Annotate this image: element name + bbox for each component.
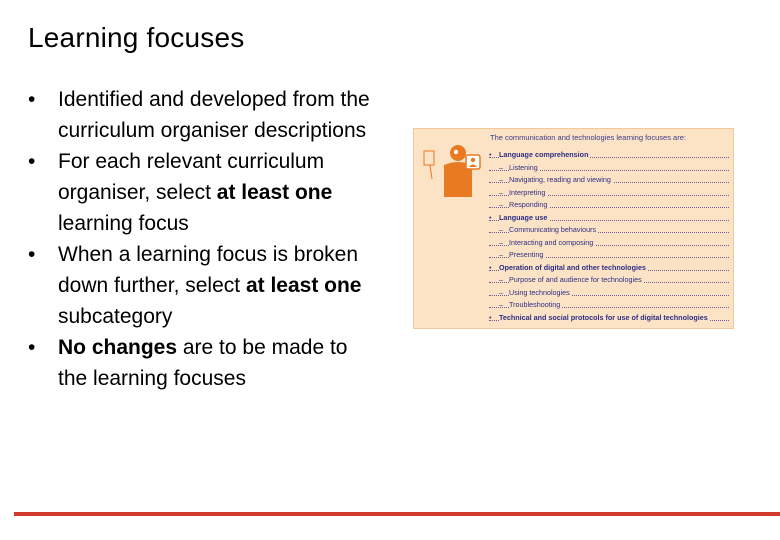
bullet-text: When a learning focus is broken down further, select <box>58 243 358 297</box>
list-marker: – <box>499 175 503 184</box>
focus-label: Language use <box>499 212 548 222</box>
list-marker: – <box>499 275 503 284</box>
focus-list <box>489 149 729 324</box>
focus-label: Responding <box>509 200 548 209</box>
bullet-emphasis: at least one <box>245 274 362 297</box>
focus-label: Interacting and composing <box>509 237 594 247</box>
list-marker: • <box>489 312 492 322</box>
list-marker: • <box>489 262 492 272</box>
bullet-item <box>28 84 378 146</box>
focus-subitem <box>489 287 729 300</box>
list-marker: – <box>499 300 503 309</box>
bullet-emphasis: No changes <box>58 336 178 359</box>
focus-subitem <box>489 237 729 250</box>
bullet-text: learning focus <box>58 212 189 235</box>
panel-title: The communication and technologies learning focuses are: <box>490 133 686 142</box>
list-marker: • <box>489 212 492 222</box>
focus-item <box>489 149 729 162</box>
focus-subitem <box>489 187 729 200</box>
bullet-dot: • <box>28 336 36 359</box>
learning-focuses-figure <box>413 128 734 329</box>
focus-subitem <box>489 199 729 212</box>
focus-subitem <box>489 274 729 287</box>
footer-divider <box>14 512 780 516</box>
bullet-text: Identified and developed from the curriculum organiser descriptions <box>58 88 370 142</box>
list-marker: – <box>499 187 503 197</box>
bullet-text: subcategory <box>58 305 173 328</box>
focus-label: Language comprehension <box>499 150 589 159</box>
bullet-dot: • <box>28 243 36 266</box>
list-marker: – <box>499 225 503 234</box>
focus-subitem <box>489 299 729 312</box>
focus-label: Operation of digital and other technologies <box>499 262 646 272</box>
bullet-text: are to be made to the learning focuses <box>58 336 348 390</box>
list-marker: – <box>499 250 503 259</box>
list-marker: – <box>499 162 503 172</box>
focus-label: Purpose of and audience for technologies <box>509 275 642 284</box>
person-with-tablet-icon <box>422 139 494 199</box>
focus-subitem <box>489 174 729 187</box>
focus-label: Presenting <box>509 250 544 259</box>
list-marker: – <box>499 287 503 297</box>
list-marker: – <box>499 200 503 209</box>
focus-subitem <box>489 249 729 262</box>
bullet-dot: • <box>28 150 36 173</box>
list-marker: – <box>499 237 503 247</box>
focus-label: Communicating behaviours <box>509 225 597 234</box>
focus-label: Navigating, reading and viewing <box>509 175 611 184</box>
focus-label: Listening <box>509 162 538 172</box>
bullet-item <box>28 239 378 332</box>
bullet-item <box>28 146 378 239</box>
bullet-dot: • <box>28 88 36 111</box>
focus-label: Using technologies <box>509 287 570 297</box>
focus-label: Interpreting <box>509 187 546 197</box>
focus-item <box>489 212 729 225</box>
bullet-emphasis: at least one <box>216 181 333 204</box>
focus-item <box>489 312 729 325</box>
focus-subitem <box>489 162 729 175</box>
bullet-list <box>28 84 378 394</box>
focus-item <box>489 262 729 275</box>
bullet-text: For each relevant curriculum organiser, select <box>58 150 325 204</box>
focus-subitem <box>489 224 729 237</box>
list-marker: • <box>489 150 492 159</box>
slide-title: Learning focuses <box>28 22 245 53</box>
focus-label: Technical and social protocols for use of digital technologies <box>499 312 708 322</box>
bullet-item <box>28 332 378 394</box>
focus-label: Troubleshooting <box>509 300 561 309</box>
